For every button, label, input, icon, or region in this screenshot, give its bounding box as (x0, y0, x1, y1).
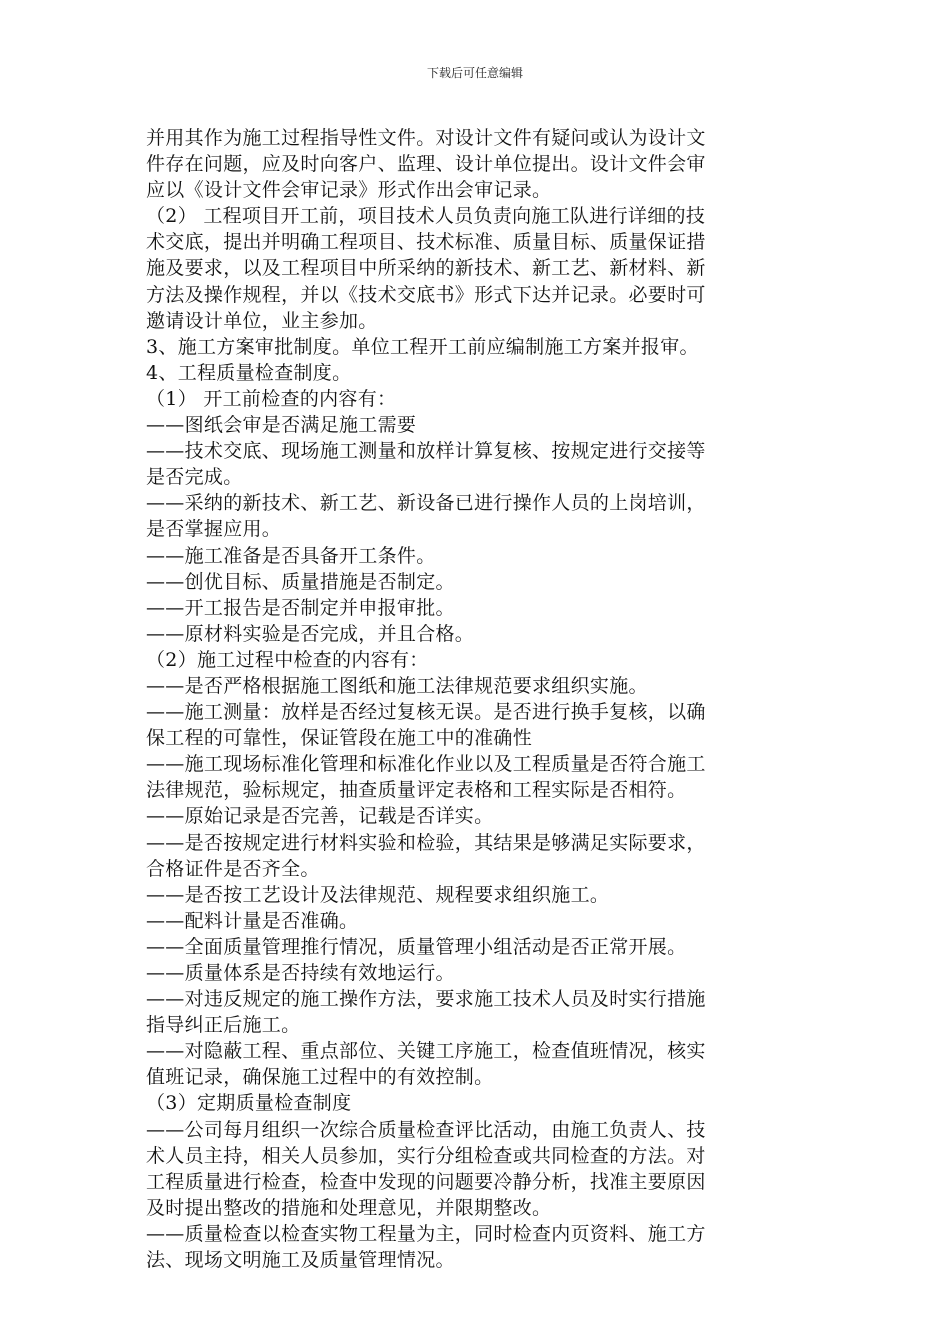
text-line: 件存在问题，应及时向客户、监理、设计单位提出。设计文件会审 (146, 153, 706, 176)
text-line: ——技术交底、现场施工测量和放样计算复核、按规定进行交接等 (146, 440, 706, 463)
text-line: 3、施工方案审批制度。单位工程开工前应编制施工方案并报审。 (146, 335, 699, 358)
text-line: （2） 工程项目开工前，项目技术人员负责向施工队进行详细的技 (146, 205, 706, 228)
text-line: 法、现场文明施工及质量管理情况。 (146, 1249, 455, 1272)
text-line: 方法及操作规程，并以《技术交底书》形式下达并记录。必要时可 (146, 283, 706, 306)
text-line: 4、工程质量检查制度。 (146, 361, 352, 384)
text-line: ——施工准备是否具备开工条件。 (146, 544, 436, 567)
text-line: ——开工报告是否制定并申报审批。 (146, 596, 455, 619)
text-line: 工程质量进行检查，检查中发现的问题要冷静分析，找准主要原因 (146, 1170, 706, 1193)
text-line: 术人员主持，相关人员参加，实行分组检查或共同检查的方法。对 (146, 1144, 706, 1167)
text-line: ——原始记录是否完善，记载是否详实。 (146, 805, 494, 828)
text-line: ——原材料实验是否完成，并且合格。 (146, 622, 475, 645)
text-line: ——施工测量：放样是否经过复核无误。是否进行换手复核，以确 (146, 701, 706, 724)
text-line: ——施工现场标准化管理和标准化作业以及工程质量是否符合施工 (146, 753, 706, 776)
text-line: 邀请设计单位，业主参加。 (146, 309, 378, 332)
text-line: ——采纳的新技术、新工艺、新设备已进行操作人员的上岗培训， (146, 492, 706, 515)
text-line: 术交底，提出并明确工程项目、技术标准、质量目标、质量保证措 (146, 231, 706, 254)
text-line: ——图纸会审是否满足施工需要 (146, 414, 417, 437)
text-line: ——对违反规定的施工操作方法，要求施工技术人员及时实行措施 (146, 988, 706, 1011)
text-line: （1） 开工前检查的内容有： (146, 387, 397, 410)
page-header: 下载后可任意编辑 (426, 66, 523, 80)
text-line: 并用其作为施工过程指导性文件。对设计文件有疑问或认为设计文 (146, 127, 706, 149)
text-line: ——质量检查以检查实物工程量为主，同时检查内页资料、施工方 (146, 1222, 706, 1245)
text-line: ——全面质量管理推行情况，质量管理小组活动是否正常开展。 (146, 935, 687, 958)
text-line: 及时提出整改的措施和处理意见，并限期整改。 (146, 1196, 552, 1219)
text-line: 保工程的可靠性，保证管段在施工中的准确性 (146, 727, 533, 750)
text-line: ——公司每月组织一次综合质量检查评比活动，由施工负责人、技 (146, 1118, 706, 1141)
text-line: ——是否按工艺设计及法律规范、规程要求组织施工。 (146, 883, 610, 906)
text-line: 合格证件是否齐全。 (146, 857, 320, 880)
text-line: 值班记录，确保施工过程中的有效控制。 (146, 1066, 494, 1089)
text-line: 是否掌握应用。 (146, 518, 282, 541)
text-line: ——配料计量是否准确。 (146, 909, 359, 932)
text-line: 法律规范，验标规定，抽查质量评定表格和工程实际是否相符。 (146, 779, 687, 802)
text-line: 施及要求，以及工程项目中所采纳的新技术、新工艺、新材料、新 (146, 257, 706, 280)
text-line: ——是否按规定进行材料实验和检验，其结果是够满足实际要求， (146, 831, 706, 854)
text-line: ——是否严格根据施工图纸和施工法律规范要求组织实施。 (146, 674, 648, 697)
text-line: （3）定期质量检查制度 (146, 1092, 352, 1115)
text-line: ——对隐蔽工程、重点部位、关键工序施工，检查值班情况，核实 (146, 1040, 706, 1063)
text-line: 指导纠正后施工。 (146, 1014, 301, 1037)
text-line: ——质量体系是否持续有效地运行。 (146, 962, 455, 984)
text-line: 是否完成。 (146, 466, 243, 489)
text-line: （2）施工过程中检查的内容有： (146, 648, 429, 671)
document-body (146, 125, 796, 1273)
text-line: 应以《设计文件会审记录》形式作出会审记录。 (146, 179, 552, 202)
text-line: ——创优目标、质量措施是否制定。 (146, 570, 455, 593)
